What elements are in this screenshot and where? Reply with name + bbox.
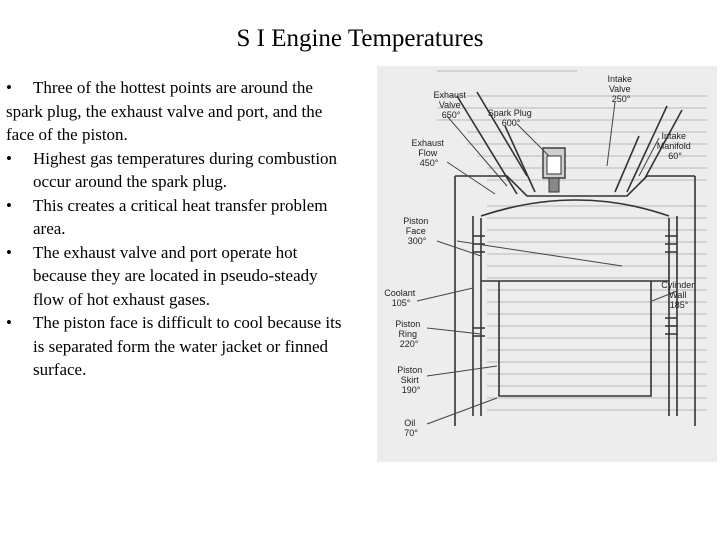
label-line: 60° <box>668 151 682 161</box>
label-line: 70° <box>404 428 418 438</box>
label-line: Valve <box>438 100 461 110</box>
bullet-text: Highest gas temperatures during combustion occur around the spark plug. <box>33 148 338 191</box>
exhaust-flow-label <box>411 138 446 168</box>
label-line: Cylinder <box>661 280 695 290</box>
bullet-icon: • <box>6 195 12 215</box>
piston-face-label <box>403 216 431 246</box>
label-line: Skirt <box>400 375 419 385</box>
label-line: Intake <box>661 131 687 141</box>
bullet-text: Three of the hottest points are around the spark plug, the exhaust valve and port, and the face of the piston. <box>6 78 323 144</box>
label-line: 220° <box>399 339 419 349</box>
oil-label <box>404 418 418 438</box>
bullet-icon: • <box>6 313 12 332</box>
label-line: Exhaust <box>433 90 467 100</box>
bullet-text: This creates a critical heat transfer problem area. <box>33 195 328 238</box>
label-line: Piston <box>397 365 423 375</box>
label-line: 105° <box>391 298 411 308</box>
spark-plug-label <box>488 108 535 128</box>
bullet-item <box>6 76 352 147</box>
label-line: Manifold <box>656 141 691 151</box>
label-line: Valve <box>608 84 631 94</box>
label-line: 600° <box>501 118 521 128</box>
label-line: Face <box>405 226 426 236</box>
label-line: 300° <box>407 236 427 246</box>
label-line: Exhaust <box>411 138 445 148</box>
bullet-item <box>6 311 352 382</box>
label-line: Spark Plug <box>487 108 532 118</box>
bullet-text: The piston face is difficult to cool because its is separated form the water jacket or finned surface. <box>33 313 342 379</box>
bullet-text: The exhaust valve and port operate hot because they are located in pseudo-steady flow of hot exhaust gases. <box>33 242 318 309</box>
label-line: Piston <box>403 216 429 226</box>
background-text-lines <box>437 71 707 410</box>
coolant-label <box>384 288 418 308</box>
piston-ring-label <box>395 319 423 349</box>
bullet-item <box>6 241 352 312</box>
label-line: 190° <box>401 385 421 395</box>
label-line: 650° <box>441 110 461 120</box>
label-line: Flow <box>418 148 438 158</box>
bullet-item <box>6 194 352 241</box>
intake-valve-label <box>607 74 634 104</box>
label-line: Coolant <box>384 288 416 298</box>
label-line: Wall <box>669 290 687 300</box>
slide-title: S I Engine Temperatures <box>236 25 484 52</box>
label-line: 250° <box>611 94 631 104</box>
spark-plug <box>543 148 565 192</box>
bullet-item <box>6 147 352 194</box>
bullet-icon: • <box>6 242 12 262</box>
bullet-icon: • <box>6 148 12 168</box>
piston-skirt-label <box>397 365 425 395</box>
label-line: 185° <box>669 300 689 310</box>
engine-cross-section-drawing <box>377 66 717 462</box>
label-line: Oil <box>404 418 416 428</box>
bullet-list <box>6 76 352 382</box>
bullet-icon: • <box>6 78 12 97</box>
label-line: Ring <box>398 329 417 339</box>
label-line: Piston <box>395 319 421 329</box>
engine-temperature-figure <box>377 66 717 462</box>
label-line: Intake <box>607 74 633 84</box>
label-line: 450° <box>419 158 439 168</box>
